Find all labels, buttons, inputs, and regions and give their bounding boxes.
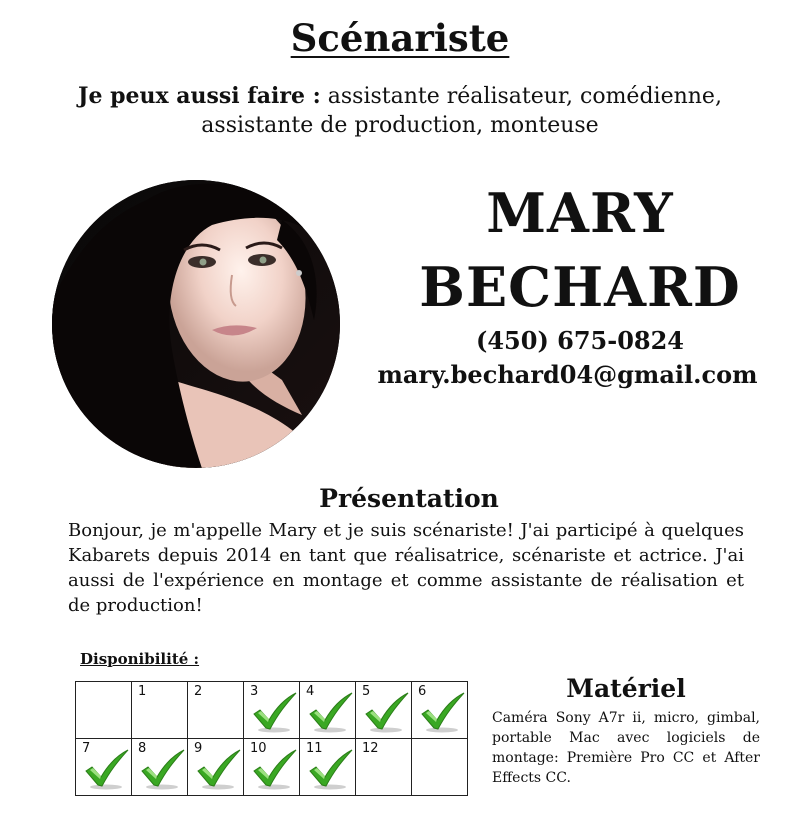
calendar-cell (412, 682, 468, 739)
availability-calendar (75, 681, 468, 796)
calendar-row (76, 739, 468, 796)
equipment-text: Caméra Sony A7r ii, micro, gimbal, portable Mac avec logiciels de montage: Première Pro CC et After Effects CC. (492, 710, 760, 786)
availability-label: Disponibilité : (80, 650, 200, 668)
calendar-row (76, 682, 468, 739)
presentation-title: Présentation (319, 484, 499, 513)
checkmark-icon (308, 692, 354, 734)
checkmark-icon (196, 749, 242, 791)
checkmark-icon (84, 749, 130, 791)
equipment-title: Matériel (566, 674, 686, 703)
first-name: MARY (486, 181, 674, 245)
calendar-cell (76, 682, 132, 739)
day-number: 5 (362, 684, 371, 699)
day-number: 3 (250, 684, 259, 699)
calendar-cell (188, 682, 244, 739)
calendar-cell (244, 739, 300, 796)
calendar-cell (300, 682, 356, 739)
email-address[interactable]: mary.bechard04@gmail.com (377, 360, 758, 389)
day-number: 2 (194, 684, 203, 699)
day-number: 8 (138, 741, 147, 756)
checkmark-icon (252, 692, 298, 734)
calendar-cell (132, 739, 188, 796)
calendar-cell (76, 739, 132, 796)
checkmark-icon (252, 749, 298, 791)
calendar-cell (356, 682, 412, 739)
day-number: 10 (250, 741, 267, 756)
calendar-cell (188, 739, 244, 796)
calendar-cell (132, 682, 188, 739)
day-number: 7 (82, 741, 91, 756)
checkmark-icon (420, 692, 466, 734)
calendar-cell (244, 682, 300, 739)
day-number: 12 (362, 741, 379, 756)
profile-photo (52, 180, 340, 468)
other-roles (40, 82, 760, 140)
presentation-text: Bonjour, je m'appelle Mary et je suis scénariste! J'ai participé à quelques Kabarets depuis 2014 en tant que réalisatrice, scénariste et actrice. J'ai aussi de l'expérience en montage et comme assistante de réalisation et de production! (68, 520, 744, 616)
candidate-name (380, 176, 780, 324)
checkmark-icon (140, 749, 186, 791)
last-name: BECHARD (419, 255, 741, 319)
checkmark-icon (308, 749, 354, 791)
day-number: 4 (306, 684, 315, 699)
day-number: 6 (418, 684, 427, 699)
day-number: 11 (306, 741, 323, 756)
day-number: 1 (138, 684, 147, 699)
other-roles-list: assistante réalisateur, comédienne, assistante de production, monteuse (201, 84, 722, 138)
checkmark-icon (364, 692, 410, 734)
calendar-cell (412, 739, 468, 796)
calendar-cell (300, 739, 356, 796)
day-number: 9 (194, 741, 203, 756)
calendar-cell (356, 739, 412, 796)
other-roles-label: Je peux aussi faire : (78, 83, 321, 109)
page-title: Scénariste (290, 16, 510, 60)
phone-number: (450) 675-0824 (475, 326, 685, 355)
